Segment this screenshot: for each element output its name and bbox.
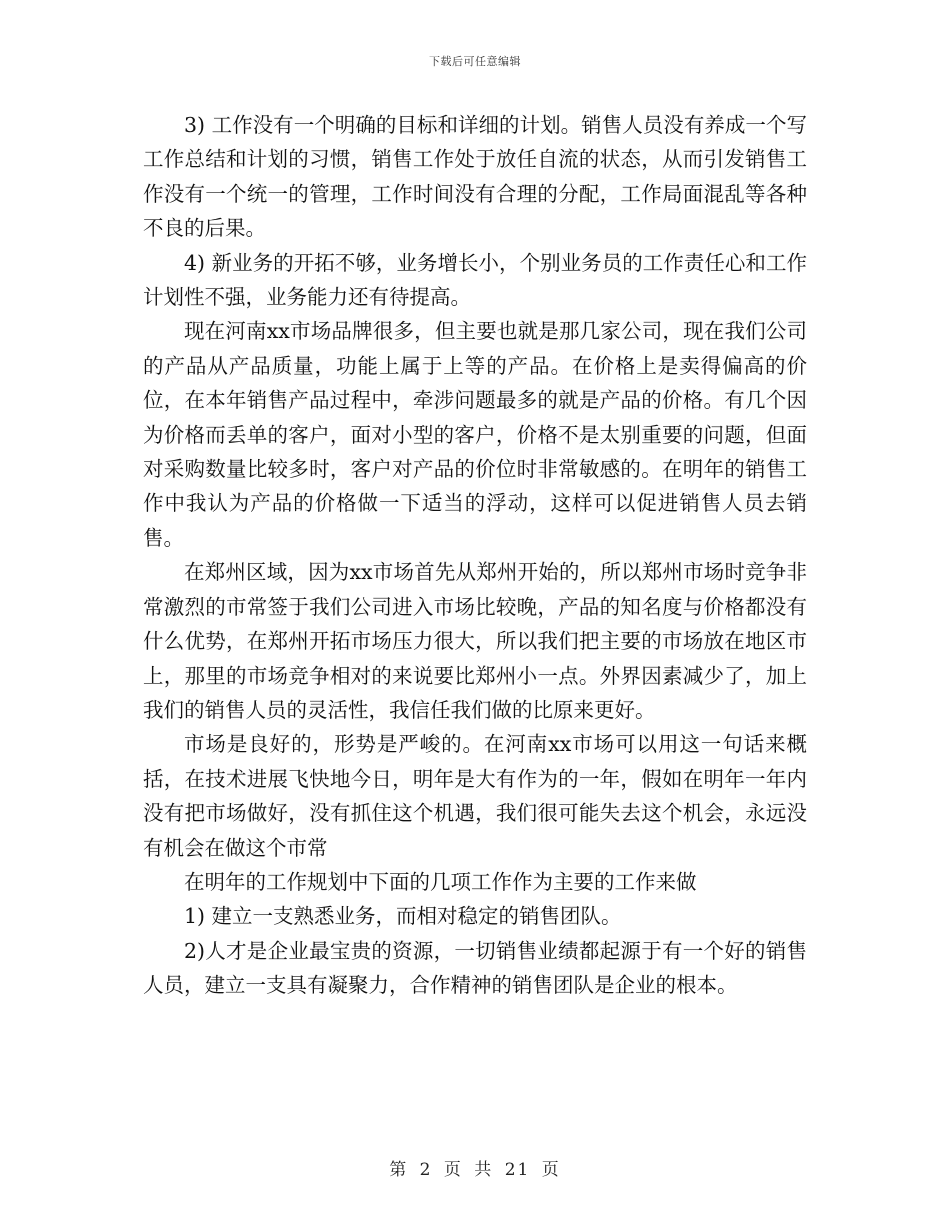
paragraph-henan-market-pricing: 现在河南xx市场品牌很多，但主要也就是那几家公司，现在我们公司的产品从产品质量，功能上属于上等的产品。在价格上是卖得偏高的价位，在本年销售产品过程中，牵涉问题最多的就是产品的价格。有几个因为价格而丢单的客户，面对小型的客户，价格不是太别重要的问题，但面对采购数量比较多时，客户对产品的价位时非常敏感的。在明年的销售工作中我认为产品的价格做一下适当的浮动，这样可以促进销售人员去销售。	[143, 319, 807, 550]
paragraph-zhengzhou-region: 在郑州区域，因为xx市场首先从郑州开始的，所以郑州市场时竞争非常激烈的市常签于我们公司进入市场比较晚，产品的知名度与价格都没有什么优势，在郑州开拓市场压力很大，所以我们把主要的市场放在地区市上，那里的市场竞争相对的来说要比郑州小一点。外界因素减少了，加上我们的销售人员的灵活性，我信任我们做的比原来更好。	[143, 560, 807, 722]
paragraph-market-outlook: 市场是良好的，形势是严峻的。在河南xx市场可以用这一句话来概括，在技术进展飞快地今日，明年是大有作为的一年，假如在明年一年内没有把市场做好，没有抓住这个机遇，我们很可能失去这个机会，永远没有机会在做这个市常	[143, 732, 807, 860]
paragraph-point-3: 3) 工作没有一个明确的目标和详细的计划。销售人员没有养成一个写工作总结和计划的习惯，销售工作处于放任自流的状态，从而引发销售工作没有一个统一的管理，工作时间没有合理的分配，工作局面混乱等各种不良的后果。	[143, 113, 807, 241]
page-header-note: 下载后可任意编辑	[429, 55, 521, 68]
paragraph-next-year-plan-intro: 在明年的工作规划中下面的几项工作作为主要的工作来做	[184, 869, 697, 894]
page-number-indicator: 第 2 页 共 21 页	[389, 1160, 561, 1180]
paragraph-plan-item-1: 1) 建立一支熟悉业务，而相对稳定的销售团队。	[184, 904, 622, 929]
paragraph-point-4: 4) 新业务的开拓不够，业务增长小，个别业务员的工作责任心和工作计划性不强，业务能力还有待提高。	[143, 250, 807, 310]
document-body	[143, 108, 807, 1003]
paragraph-plan-item-2: 2)人才是企业最宝贵的资源，一切销售业绩都起源于有一个好的销售人员，建立一支具有凝聚力，合作精神的销售团队是企业的根本。	[143, 938, 807, 998]
